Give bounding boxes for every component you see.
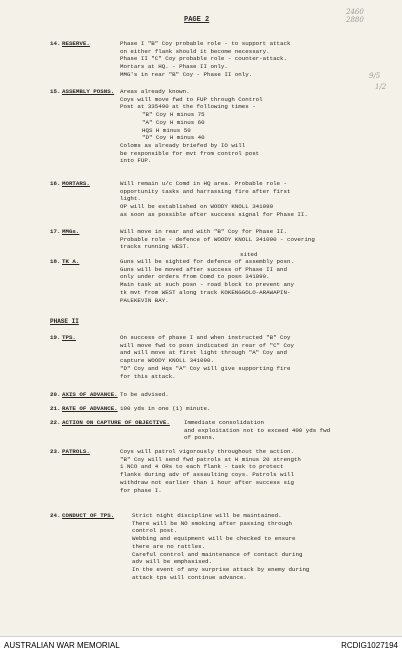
paragraph-body — [184, 419, 372, 442]
paragraph-heading: AXIS OF ADVANCE. — [62, 391, 118, 398]
text-line: Mortars at HQ. - Phase II only. — [120, 63, 228, 71]
text-line: flanks during adv of assaulting coys. Patrols will — [120, 471, 294, 479]
text-line: and will move at first light through "A" Coy and — [120, 349, 287, 357]
text-line: On success of phase I and when instructed "B" Coy — [120, 334, 291, 341]
phase-heading: PHASE II — [50, 318, 79, 325]
paragraph-body — [132, 512, 372, 581]
text-line: 1 NCO and 4 ORs to each flank - task to protect — [120, 463, 284, 471]
text-line: sited — [240, 251, 258, 259]
text-line: there are no rattles. — [132, 542, 206, 550]
paragraph-number: 14. — [50, 40, 61, 47]
pencil-note: 1/2 — [375, 83, 387, 91]
paragraph-body — [120, 258, 372, 304]
paragraph-14 — [50, 40, 372, 79]
paragraph-number: 21. — [50, 405, 61, 412]
text-line: of posns. — [184, 434, 216, 442]
page-number: PAGE 2 — [184, 16, 210, 24]
text-line: HQS H minus 50 — [142, 126, 191, 134]
paragraph-23 — [50, 448, 372, 494]
paragraph-number: 15. — [50, 88, 61, 95]
text-line: adv will be emphasised. — [132, 558, 213, 566]
paragraph-heading: RESERVE. — [62, 40, 90, 47]
record-id: RCDIG1027194 — [341, 641, 398, 650]
text-line: opportunity tasks and harrassing fire after first — [120, 187, 291, 195]
paragraph-body — [120, 88, 372, 165]
text-line: Will move in rear and with "B" Coy for Phase II. — [120, 228, 287, 235]
text-line: "D" Coy H minus 40 — [142, 134, 205, 142]
paragraph-heading: TK A. — [62, 258, 80, 265]
paragraph-22 — [50, 419, 372, 442]
text-line: withdraw not earlier than 1 hour after success sig — [120, 478, 294, 486]
paragraph-number: 16. — [50, 180, 61, 187]
text-line: tk mvt from WEST along track KOKENGGOLO-ARAWAPIN- — [120, 288, 291, 296]
paragraph-24 — [50, 512, 372, 581]
text-line: "A" Coy H minus 60 — [142, 118, 205, 126]
paragraph-21 — [50, 405, 372, 413]
text-line: Strict night discipline will be maintained. — [132, 512, 282, 519]
paragraph-body — [120, 405, 372, 413]
paragraph-18 — [50, 258, 372, 304]
paragraph-20 — [50, 391, 372, 399]
paragraph-16 — [50, 180, 372, 219]
paragraph-number: 24. — [50, 512, 61, 519]
text-line: Webbing and equipment will be checked to ensure — [132, 535, 296, 543]
text-line: "B" Coy will send fwd patrols at H minus 20 strength — [120, 455, 301, 463]
text-line: tracks running WEST. — [120, 243, 190, 251]
archive-footer — [0, 636, 402, 654]
text-line: 100 yds in one (1) minute. — [120, 405, 211, 412]
paragraph-heading: MORTARS. — [62, 180, 90, 187]
pencil-note: 2460 — [346, 8, 364, 16]
paragraph-body — [120, 334, 372, 380]
text-line: Guns will be moved after success of Phase II and — [120, 265, 287, 273]
paragraph-19 — [50, 334, 372, 380]
text-line: Will remain u/c Comd in HQ area. Probable role - — [120, 180, 287, 187]
paragraph-heading: ASSEMBLY POSNS. — [62, 88, 115, 95]
text-line: OP will be established on WOODY KNOLL 341090 — [120, 203, 274, 211]
paragraph-number: 22. — [50, 419, 61, 426]
paragraph-number: 20. — [50, 391, 61, 398]
text-line: To be advised. — [120, 391, 169, 398]
text-line: Probable role - defence of WOODY KNOLL 341090 - covering — [120, 235, 315, 243]
text-line: MMG's in rear "B" Coy - Phase II only. — [120, 70, 253, 78]
text-line: for phase I. — [120, 486, 162, 494]
paragraph-body — [120, 228, 372, 259]
text-line: Main task at such posn - road block to prevent any — [120, 281, 294, 289]
paragraph-heading: PATROLS. — [62, 448, 90, 455]
text-line: Phase I "B" Coy probable role - to support attack — [120, 40, 291, 47]
pencil-note: 2880 — [346, 16, 364, 24]
paragraph-number: 19. — [50, 334, 61, 341]
paragraph-heading: ACTION ON CAPTURE OF OBJECTIVE. — [62, 419, 170, 426]
text-line: Immediate consolidation — [184, 419, 265, 426]
pencil-note: 9/5 — [369, 72, 381, 80]
text-line: into FUP. — [120, 157, 152, 165]
text-line: "B" Coy H minus 75 — [142, 111, 205, 119]
text-line: be responsible for mvt from control post — [120, 149, 260, 157]
text-line: Coys will move fwd to FUP through Control — [120, 95, 263, 103]
text-line: only under orders from Comd to posn 341090. — [120, 273, 270, 281]
text-line: There will be NO smoking after passing through — [132, 519, 293, 527]
paragraph-15 — [50, 88, 372, 165]
text-line: on either flank should it become necessary. — [120, 47, 270, 55]
paragraph-body — [120, 448, 372, 494]
text-line: Phase II "C" Coy probable role - counter-attack. — [120, 55, 287, 63]
paragraph-number: 17. — [50, 228, 61, 235]
paragraph-number: 23. — [50, 448, 61, 455]
text-line: light. — [120, 195, 141, 203]
institution-name: AUSTRALIAN WAR MEMORIAL — [4, 641, 120, 650]
paragraph-17 — [50, 228, 372, 259]
text-line: and exploitation not to exceed 400 yds fwd — [184, 426, 331, 434]
text-line: Post at 335490 at the following times - — [120, 103, 256, 111]
text-line: for this attack. — [120, 372, 176, 380]
text-line: will move fwd to posn indicated in rear of "C" Coy — [120, 341, 294, 349]
paragraph-body — [120, 391, 372, 399]
paragraph-heading: MMGs. — [62, 228, 80, 235]
paragraph-number: 18. — [50, 258, 61, 265]
text-line: Coys will patrol vigorously throughout the action. — [120, 448, 294, 455]
text-line: attack tps will continue advance. — [132, 573, 247, 581]
text-line: PALEKEVIN BAY. — [120, 296, 169, 304]
text-line: Careful control and maintenance of contact during — [132, 550, 303, 558]
text-line: Areas already known. — [120, 88, 190, 95]
paragraph-body — [120, 40, 372, 79]
text-line: as soon as possible after success signal for Phase II. — [120, 210, 308, 218]
text-line: Coloms as already briefed by IO will — [120, 141, 246, 149]
paragraph-heading: CONDUCT OF TPS. — [62, 512, 115, 519]
text-line: capture WOODY KNOLL 341090. — [120, 357, 214, 365]
text-line: control post. — [132, 527, 178, 535]
paragraph-heading: TPS. — [62, 334, 76, 341]
text-line: In the event of any surprise attack by enemy during — [132, 565, 310, 573]
paragraph-body — [120, 180, 372, 219]
text-line: Guns will be sighted for defence of assembly posn. — [120, 258, 294, 265]
paragraph-heading: RATE OF ADVANCE. — [62, 405, 118, 412]
text-line: "D" Coy and Hqs "A" Coy will give supporting fire — [120, 364, 291, 372]
